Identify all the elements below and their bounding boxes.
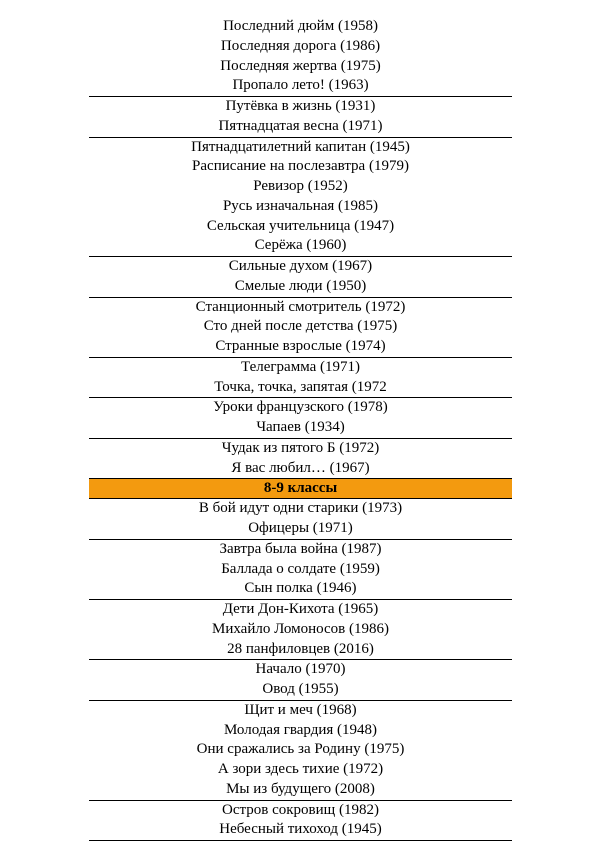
film-title: Дети Дон-Кихота (1965) — [222, 601, 379, 617]
section-header-8-9: 8-9 классы — [89, 479, 512, 499]
film-title: Пятнадцатилетний капитан (1945) — [191, 138, 410, 155]
film-group — [89, 138, 512, 258]
film-title: Овод (1955) — [262, 681, 339, 697]
film-title: Сын полка (1946) — [244, 580, 357, 597]
film-list-before — [89, 17, 512, 479]
film-group — [89, 439, 512, 480]
film-title: Точка, точка, запятая (1972 — [214, 378, 387, 395]
film-group — [89, 358, 512, 399]
film-group — [89, 660, 512, 701]
film-title: Смелые люди (1950) — [234, 277, 367, 294]
film-title: Сто дней после детства (1975) — [203, 318, 398, 335]
film-title: Ревизор (1952) — [253, 178, 348, 194]
film-title: Уроки французского (1978) — [213, 399, 388, 416]
film-title: Баллада о солдате (1959) — [221, 560, 380, 577]
film-title: Михайло Ломоносов (1986) — [212, 620, 389, 637]
film-title: Телеграмма (1971) — [241, 358, 360, 375]
film-title: Расписание на послезавтра (1979) — [192, 158, 409, 175]
film-title: Сельская учительница (1947) — [206, 217, 395, 234]
film-title: Последняя жертва (1975) — [220, 57, 381, 74]
film-title: Офицеры (1971) — [248, 520, 353, 536]
film-title: Пропало лето! (1963) — [232, 77, 369, 94]
film-title: В бой идут одни старики (1973) — [198, 500, 403, 517]
film-title: Чапаев (1934) — [256, 419, 345, 435]
film-title: Небесный тихоход (1945) — [219, 821, 382, 838]
film-group — [89, 701, 512, 801]
film-title: Начало (1970) — [255, 661, 346, 678]
film-title: А зори здесь тихие (1972) — [217, 761, 384, 777]
film-title: Серёжа (1960) — [254, 237, 347, 254]
film-list-after — [89, 499, 512, 841]
film-title: Пятнадцатая весна (1971) — [218, 117, 383, 134]
film-title: Станционный смотритель (1972) — [195, 298, 406, 315]
film-title: Мы из будущего (2008) — [226, 780, 375, 797]
film-group — [89, 540, 512, 600]
film-group — [89, 97, 512, 138]
film-title: Русь изначальная (1985) — [222, 197, 379, 214]
film-title: Они сражались за Родину (1975) — [196, 741, 405, 758]
film-title: Путёвка в жизнь (1931) — [225, 98, 376, 114]
film-title: Странные взрослые (1974) — [215, 338, 386, 354]
film-title: Последний дюйм (1958) — [223, 18, 378, 34]
film-title: Остров сокровищ (1982) — [222, 801, 379, 818]
film-group — [89, 600, 512, 660]
film-title: Молодая гвардия (1948) — [223, 721, 378, 738]
film-title: Я вас любил… (1967) — [231, 459, 370, 476]
film-group — [89, 257, 512, 298]
film-list-table — [89, 17, 512, 841]
film-group — [89, 499, 512, 540]
film-title: Щит и меч (1968) — [244, 701, 357, 718]
film-group — [89, 801, 512, 842]
film-group — [89, 298, 512, 358]
film-group — [89, 398, 512, 439]
film-group — [89, 17, 512, 97]
film-title: 28 панфиловцев (2016) — [227, 640, 374, 657]
film-title: Чудак из пятого Б (1972) — [221, 439, 380, 456]
film-title: Завтра была война (1987) — [219, 540, 382, 557]
film-title: Последняя дорога (1986) — [220, 37, 381, 54]
film-title: Сильные духом (1967) — [228, 258, 373, 274]
